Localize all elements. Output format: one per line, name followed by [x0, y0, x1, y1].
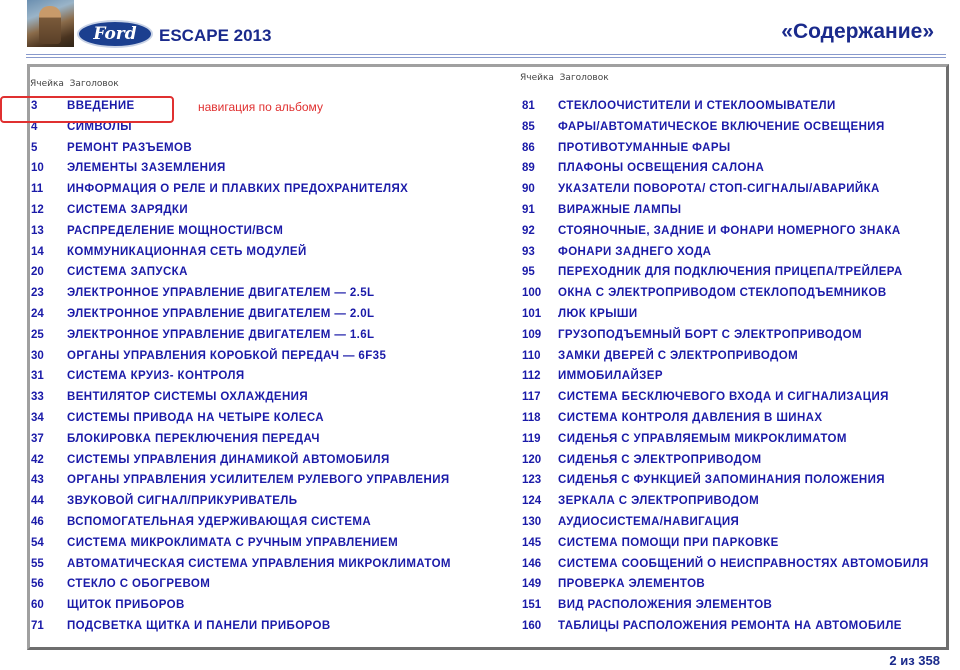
- ford-logo: [77, 20, 153, 48]
- item-page-number[interactable]: 10: [31, 162, 44, 175]
- item-page-number[interactable]: 86: [522, 141, 535, 154]
- item-title-link[interactable]: АВТОМАТИЧЕСКАЯ СИСТЕМА УПРАВЛЕНИЯ МИКРОКЛИМАТОМ: [67, 557, 451, 570]
- item-title-link[interactable]: ЭЛЕКТРОННОЕ УПРАВЛЕНИЕ ДВИГАТЕЛЕМ — 2.0L: [67, 307, 375, 320]
- item-page-number[interactable]: 130: [522, 515, 542, 528]
- item-page-number[interactable]: 5: [31, 141, 38, 154]
- item-page-number[interactable]: 37: [31, 432, 44, 445]
- item-title-link[interactable]: ГРУЗОПОДЪЕМНЫЙ БОРТ С ЭЛЕКТРОПРИВОДОМ: [558, 328, 862, 341]
- item-title-link[interactable]: СИСТЕМА БЕСКЛЮЧЕВОГО ВХОДА И СИГНАЛИЗАЦИЯ: [558, 391, 889, 404]
- item-title-link[interactable]: ФАРЫ/АВТОМАТИЧЕСКОЕ ВКЛЮЧЕНИЕ ОСВЕЩЕНИЯ: [558, 120, 885, 133]
- item-page-number[interactable]: 110: [522, 349, 541, 362]
- item-title-link[interactable]: РЕМОНТ РАЗЪЕМОВ: [67, 141, 193, 154]
- item-page-number[interactable]: 119: [522, 432, 541, 445]
- item-page-number[interactable]: 24: [31, 307, 44, 320]
- item-title-link[interactable]: ОРГАНЫ УПРАВЛЕНИЯ КОРОБКОЙ ПЕРЕДАЧ — 6F35: [67, 349, 387, 362]
- item-title-link[interactable]: СИСТЕМЫ ПРИВОДА НА ЧЕТЫРЕ КОЛЕСА: [67, 411, 324, 424]
- item-page-number[interactable]: 12: [31, 203, 44, 216]
- item-page-number[interactable]: 112: [522, 370, 541, 383]
- item-page-number[interactable]: 44: [31, 495, 44, 508]
- item-page-number[interactable]: 56: [31, 578, 44, 591]
- item-title-link[interactable]: СИСТЕМА ЗАРЯДКИ: [67, 203, 188, 216]
- item-title-link[interactable]: ЭЛЕМЕНТЫ ЗАЗЕМЛЕНИЯ: [67, 162, 226, 175]
- item-title-link[interactable]: ПЕРЕХОДНИК ДЛЯ ПОДКЛЮЧЕНИЯ ПРИЦЕПА/ТРЕЙЛЕРА: [558, 266, 903, 279]
- heading-label: Заголовок: [559, 73, 609, 83]
- item-page-number[interactable]: 11: [31, 183, 44, 196]
- item-page-number[interactable]: 20: [31, 266, 44, 279]
- item-title-link[interactable]: СТОЯНОЧНЫЕ, ЗАДНИЕ И ФОНАРИ НОМЕРНОГО ЗНАКА: [558, 224, 901, 237]
- item-page-number[interactable]: 101: [522, 307, 542, 320]
- item-page-number[interactable]: 71: [31, 619, 44, 632]
- item-page-number[interactable]: 55: [31, 557, 44, 570]
- item-page-number[interactable]: 145: [522, 536, 542, 549]
- item-page-number[interactable]: 4: [31, 120, 38, 133]
- item-page-number[interactable]: 118: [522, 411, 541, 424]
- item-title-link[interactable]: СИДЕНЬЯ С ФУНКЦИЕЙ ЗАПОМИНАНИЯ ПОЛОЖЕНИЯ: [558, 474, 885, 487]
- item-page-number[interactable]: 89: [522, 162, 535, 175]
- item-page-number[interactable]: 91: [522, 203, 535, 216]
- author-photo: [27, 0, 74, 47]
- cell-label: Ячейка: [30, 79, 64, 89]
- item-page-number[interactable]: 93: [522, 245, 535, 258]
- header-rule-bottom: [26, 57, 946, 58]
- cell-label: Ячейка: [520, 73, 554, 83]
- item-title-link[interactable]: ВИД РАСПОЛОЖЕНИЯ ЭЛЕМЕНТОВ: [558, 599, 773, 612]
- item-title-link[interactable]: ЗЕРКАЛА С ЭЛЕКТРОПРИВОДОМ: [558, 495, 760, 508]
- item-title-link[interactable]: ТАБЛИЦЫ РАСПОЛОЖЕНИЯ РЕМОНТА НА АВТОМОБИЛЕ: [558, 619, 902, 632]
- item-page-number[interactable]: 85: [522, 120, 535, 133]
- item-page-number[interactable]: 34: [31, 411, 44, 424]
- item-page-number[interactable]: 120: [522, 453, 542, 466]
- item-title-link[interactable]: ЭЛЕКТРОННОЕ УПРАВЛЕНИЕ ДВИГАТЕЛЕМ — 1.6L: [67, 328, 375, 341]
- item-page-number[interactable]: 43: [31, 474, 44, 487]
- item-title-link[interactable]: СИСТЕМА КРУИЗ- КОНТРОЛЯ: [67, 370, 245, 383]
- item-title-link[interactable]: СИСТЕМА ПОМОЩИ ПРИ ПАРКОВКЕ: [558, 536, 779, 549]
- item-page-number[interactable]: 100: [522, 287, 542, 300]
- item-page-number[interactable]: 92: [522, 224, 535, 237]
- item-title-link[interactable]: ПОДСВЕТКА ЩИТКА И ПАНЕЛИ ПРИБОРОВ: [67, 619, 331, 632]
- item-title-link[interactable]: ИНФОРМАЦИЯ О РЕЛЕ И ПЛАВКИХ ПРЕДОХРАНИТЕЛЯХ: [67, 183, 409, 196]
- heading-label: Заголовок: [69, 79, 119, 89]
- page-title: «Содержание»: [781, 20, 934, 43]
- item-title-link[interactable]: ОКНА С ЭЛЕКТРОПРИВОДОМ СТЕКЛОПОДЪЕМНИКОВ: [558, 287, 887, 300]
- logo-text: Ford: [93, 24, 137, 44]
- item-page-number[interactable]: 151: [522, 599, 542, 612]
- item-title-link[interactable]: ВИРАЖНЫЕ ЛАМПЫ: [558, 203, 682, 216]
- item-title-link[interactable]: СИСТЕМА СООБЩЕНИЙ О НЕИСПРАВНОСТЯХ АВТОМОБИЛЯ: [558, 557, 929, 570]
- item-page-number[interactable]: 25: [31, 328, 44, 341]
- item-page-number[interactable]: 90: [522, 183, 535, 196]
- page-number: 2 из 358: [889, 653, 940, 668]
- item-page-number[interactable]: 60: [31, 599, 44, 612]
- item-title-link[interactable]: ИММОБИЛАЙЗЕР: [558, 370, 663, 383]
- item-title-link[interactable]: СТЕКЛООЧИСТИТЕЛИ И СТЕКЛООМЫВАТЕЛИ: [558, 100, 836, 112]
- item-title-link[interactable]: СИСТЕМА МИКРОКЛИМАТА С РУЧНЫМ УПРАВЛЕНИЕМ: [67, 536, 399, 549]
- item-title-link[interactable]: СИСТЕМА КОНТРОЛЯ ДАВЛЕНИЯ В ШИНАХ: [558, 411, 823, 424]
- item-page-number[interactable]: 123: [522, 474, 542, 487]
- item-page-number[interactable]: 14: [31, 245, 44, 258]
- item-title-link[interactable]: СИДЕНЬЯ С ЭЛЕКТРОПРИВОДОМ: [558, 453, 762, 466]
- item-page-number[interactable]: 23: [31, 287, 44, 300]
- model-title: ESCAPE 2013: [159, 26, 272, 45]
- item-title-link[interactable]: ЗАМКИ ДВЕРЕЙ С ЭЛЕКТРОПРИВОДОМ: [558, 349, 799, 362]
- item-title-link[interactable]: ПЛАФОНЫ ОСВЕЩЕНИЯ САЛОНА: [558, 162, 765, 175]
- left-column-header: [30, 79, 119, 89]
- item-page-number[interactable]: 54: [31, 536, 44, 549]
- item-title-link[interactable]: АУДИОСИСТЕМА/НАВИГАЦИЯ: [558, 515, 740, 528]
- item-title-link[interactable]: ВСПОМОГАТЕЛЬНАЯ УДЕРЖИВАЮЩАЯ СИСТЕМА: [67, 515, 372, 528]
- item-title-link[interactable]: ЭЛЕКТРОННОЕ УПРАВЛЕНИЕ ДВИГАТЕЛЕМ — 2.5L: [67, 287, 375, 300]
- item-page-number[interactable]: 149: [522, 578, 542, 591]
- right-column-header: [520, 73, 609, 83]
- item-title-link[interactable]: БЛОКИРОВКА ПЕРЕКЛЮЧЕНИЯ ПЕРЕДАЧ: [67, 432, 320, 445]
- item-page-number[interactable]: 109: [522, 328, 542, 341]
- item-page-number[interactable]: 81: [522, 100, 535, 112]
- item-title-link[interactable]: СТЕКЛО С ОБОГРЕВОМ: [67, 578, 211, 591]
- item-title-link[interactable]: ЩИТОК ПРИБОРОВ: [67, 599, 185, 612]
- item-page-number[interactable]: 42: [31, 453, 44, 466]
- page-header: [0, 0, 960, 60]
- item-title-link[interactable]: СИСТЕМА ЗАПУСКА: [67, 266, 188, 279]
- item-title-link[interactable]: ЗВУКОВОЙ СИГНАЛ/ПРИКУРИВАТЕЛЬ: [67, 495, 298, 508]
- item-title-link[interactable]: ПРОТИВОТУМАННЫЕ ФАРЫ: [558, 141, 731, 154]
- item-title-link[interactable]: ПРОВЕРКА ЭЛЕМЕНТОВ: [558, 578, 706, 591]
- item-title-link[interactable]: РАСПРЕДЕЛЕНИЕ МОЩНОСТИ/BCM: [67, 224, 284, 237]
- item-title-link[interactable]: СИДЕНЬЯ С УПРАВЛЯЕМЫМ МИКРОКЛИМАТОМ: [558, 432, 847, 445]
- header-rule-top: [26, 54, 946, 55]
- item-page-number[interactable]: 146: [522, 557, 542, 570]
- item-title-link[interactable]: КОММУНИКАЦИОННАЯ СЕТЬ МОДУЛЕЙ: [67, 245, 307, 258]
- item-page-number[interactable]: 117: [522, 391, 541, 404]
- item-page-number[interactable]: 46: [31, 515, 44, 528]
- item-title-link[interactable]: УКАЗАТЕЛИ ПОВОРОТА/ СТОП-СИГНАЛЫ/АВАРИЙКА: [558, 183, 880, 196]
- item-title-link[interactable]: ФОНАРИ ЗАДНЕГО ХОДА: [558, 245, 712, 258]
- item-page-number[interactable]: 30: [31, 349, 44, 362]
- item-page-number[interactable]: 95: [522, 266, 535, 279]
- annotation-note: навигация по альбому: [198, 100, 323, 114]
- highlight-box: [0, 96, 174, 123]
- item-page-number[interactable]: 13: [31, 224, 44, 237]
- item-title-link[interactable]: ВЕНТИЛЯТОР СИСТЕМЫ ОХЛАЖДЕНИЯ: [67, 391, 309, 404]
- item-title-link[interactable]: СИМВОЛЫ: [67, 120, 132, 133]
- item-page-number[interactable]: 124: [522, 495, 542, 508]
- item-title-link[interactable]: ВВЕДЕНИЕ: [67, 100, 135, 112]
- item-page-number[interactable]: 160: [522, 619, 542, 632]
- item-page-number[interactable]: 33: [31, 391, 44, 404]
- item-title-link[interactable]: ЛЮК КРЫШИ: [558, 307, 638, 320]
- item-title-link[interactable]: ОРГАНЫ УПРАВЛЕНИЯ УСИЛИТЕЛЕМ РУЛЕВОГО УПРАВЛЕНИЯ: [67, 474, 450, 487]
- item-title-link[interactable]: СИСТЕМЫ УПРАВЛЕНИЯ ДИНАМИКОЙ АВТОМОБИЛЯ: [67, 453, 390, 466]
- item-page-number[interactable]: 3: [31, 100, 38, 112]
- item-page-number[interactable]: 31: [31, 370, 44, 383]
